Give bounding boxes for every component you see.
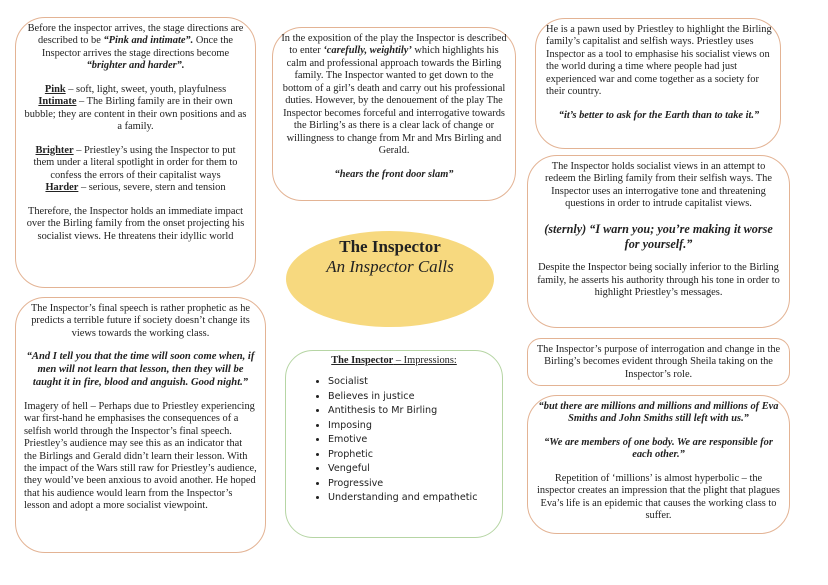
- text: which highlights his calm and professional approach towards the Birling family. The Inspector wanted to get down to the bottom of a girl’s death and carry out his professional duties. However, by the denouement of the play The Inspector becomes forceful and interrogative towards the Birling’s as there is a clear lack of change or willingness to change from Mr and Mrs Birling and Gerald.: [282, 45, 506, 157]
- quote: “brighter and harder”.: [86, 60, 185, 72]
- definition: – soft, light, sweet, youth, playfulness: [65, 83, 227, 95]
- term-brighter: Brighter: [35, 144, 74, 156]
- quote: “We are members of one body. We are responsible for each other.”: [544, 436, 773, 461]
- text: Once the Inspector arrives the stage directions become: [41, 35, 234, 59]
- list-item: • Understanding and empathetic: [328, 491, 502, 506]
- impressions-box: [285, 350, 503, 538]
- text: The Inspector’s final speech is rather prophetic as he predicts a terrible future if society doesn’t change its views towards the working class.: [30, 303, 251, 339]
- definition: – Priestley’s using the Inspector to put them under a literal spotlight in order for them to confess the errors of their capitalist ways: [33, 144, 238, 181]
- text: The Inspector’s purpose of interrogation and change in the Birling’s becomes evident through Sheila taking on the Inspector’s role.: [536, 344, 781, 380]
- conclusion-text: Therefore, the Inspector holds an immediate impact over the Birling family from the onset projecting his socialist views. He threatens their idyllic world: [26, 205, 245, 242]
- millions-box: [527, 395, 790, 534]
- list-item: • Progressive: [328, 477, 502, 492]
- text: Before the inspector arrives, the stage directions are described to be: [27, 23, 244, 47]
- list-item: • Imposing: [328, 419, 502, 434]
- text: Repetition of ‘millions’ is almost hyperbolic – the inspector creates an impression that the plight that plagues Eva’s life is an epidemic that causes the working class to suffer.: [537, 472, 780, 522]
- quote: “And I tell you that the time will soon come when, if men will not learn that lesson, then they will be taught it in fire, blood and anguish. Good night.”: [26, 351, 255, 388]
- socialist-views-box: [527, 155, 790, 328]
- quote: “Pink and intimate”.: [103, 35, 194, 47]
- impressions-heading: – Impressions:: [393, 355, 457, 366]
- text: Despite the Inspector being socially inferior to the Birling family, he asserts his authority through his tone in order to highlight Priestley’s messages.: [537, 262, 780, 299]
- text: He is a pawn used by Priestley to highlight the Birling family’s capitalist and selfish ways. Priestley uses Inspector as a tool to emphasise his socialist views on the world during a time where people had just experienced war and come together as a society for their country.: [546, 24, 772, 98]
- list-item: • Believes in justice: [328, 390, 502, 405]
- definition: – serious, severe, stern and tension: [78, 182, 226, 194]
- title: The Inspector: [339, 237, 441, 256]
- quote: “hears the front door slam”: [334, 168, 454, 180]
- pawn-box: [535, 18, 781, 149]
- stage-directions-box: [15, 17, 256, 288]
- quote: “it’s better to ask for the Earth than to take it.”: [558, 109, 760, 121]
- list-item: • Emotive: [328, 433, 502, 448]
- term-intimate: Intimate: [38, 96, 77, 108]
- impressions-heading-bold: The Inspector: [331, 355, 394, 366]
- quote: (sternly) “I warn you; you’re making it worse for yourself.”: [544, 221, 773, 251]
- title-ellipse: [286, 231, 494, 327]
- text: The Inspector holds socialist views in an attempt to redeem the Birling family from their selfish ways. The Inspector uses an interrogative tone and threatening questions in order to intrude capitalist views.: [545, 161, 772, 210]
- subtitle: An Inspector Calls: [326, 257, 454, 276]
- text: Imagery of hell – Perhaps due to Priestley experiencing war first-hand he emphasises the consequences of a selfish world through the Inspector’s final speech. Priestley’s audience may see this as an indicator that the Birlings and Gerald didn’t learn their lesson. With the impact of the Wars still raw for Priestley’s audience, they would’ve been anxious to avoid another. He hoped that his audience would learn from the Inspector’s lesson and adopt a more socialist viewpoint.: [24, 400, 257, 512]
- quote: “but there are millions and millions and millions of Eva Smiths and John Smiths still left with us.”: [538, 401, 779, 425]
- list-item: • Prophetic: [328, 448, 502, 463]
- list-item: • Socialist: [328, 375, 502, 390]
- exposition-box: [272, 27, 516, 201]
- term-pink: Pink: [44, 83, 66, 95]
- final-speech-box: [15, 297, 266, 553]
- text: In the exposition of the play the Inspector is described to enter: [281, 33, 507, 57]
- impressions-list: [286, 375, 502, 506]
- list-item: • Vengeful: [328, 462, 502, 477]
- term-harder: Harder: [45, 182, 79, 194]
- definition: – The Birling family are in their own bubble; they are content in their own positions and as a family.: [24, 96, 247, 133]
- sheila-box: [527, 338, 790, 386]
- list-item: • Antithesis to Mr Birling: [328, 404, 502, 419]
- quote: ‘carefully, weightily’: [323, 45, 412, 57]
